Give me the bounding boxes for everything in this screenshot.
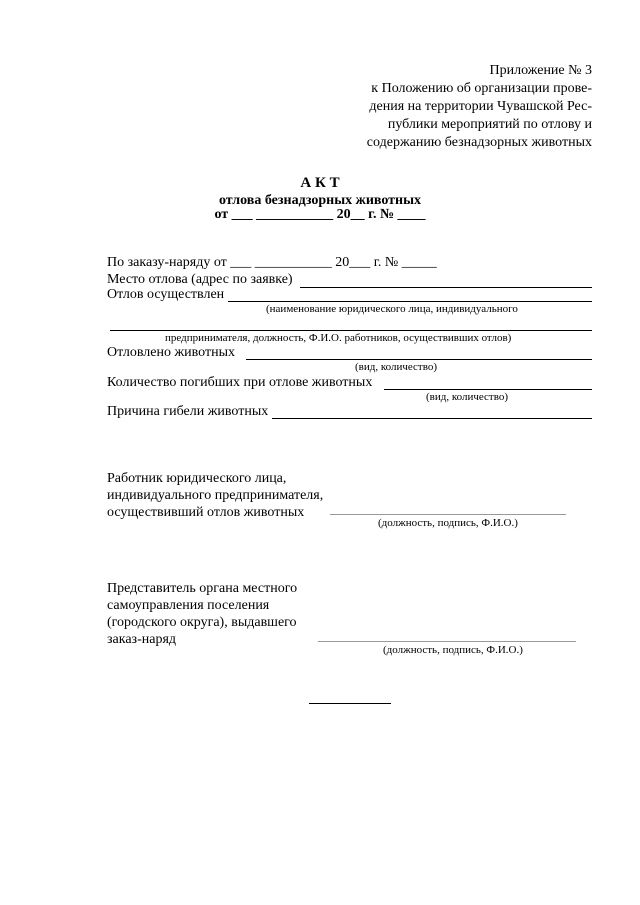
- order-line: По заказу-наряду от ___ ___________ 20___ г. № _____: [107, 255, 437, 270]
- rep-line-4: заказ-наряд: [107, 632, 177, 647]
- worker-line-1: Работник юридического лица,: [107, 471, 287, 486]
- cause-input-line[interactable]: [272, 418, 592, 419]
- appendix-block: [367, 62, 592, 152]
- act-date-line: от ___ ___________ 20__ г. № ____: [214, 207, 426, 222]
- worker-signature-line[interactable]: [330, 514, 566, 515]
- act-subtitle: отлова безнадзорных животных: [218, 193, 422, 208]
- rep-line-3: (городского округа), выдавшего: [107, 615, 297, 630]
- appendix-line-2: к Положению об организации прове-: [371, 81, 592, 96]
- act-title: А К Т: [300, 175, 340, 191]
- rep-line-2: самоуправления поселения: [107, 598, 270, 613]
- caught-hint: (вид, количество): [355, 361, 438, 373]
- catch-input-line-2[interactable]: [110, 330, 592, 331]
- worker-hint: (должность, подпись, Ф.И.О.): [378, 517, 518, 529]
- appendix-line-3: дения на территории Чувашской Рес-: [369, 99, 592, 114]
- appendix-line-1: Приложение № 3: [489, 63, 592, 78]
- catch-input-line-1[interactable]: [228, 301, 592, 302]
- worker-line-3: осуществивший отлов животных: [107, 505, 305, 520]
- dead-label: Количество погибших при отлове животных: [107, 375, 373, 390]
- place-label: Место отлова (адрес по заявке): [107, 272, 293, 287]
- appendix-line-4: публики мероприятий по отлову и: [387, 117, 592, 132]
- rep-line-1: Представитель органа местного: [107, 581, 298, 596]
- rep-signature-line[interactable]: [318, 641, 576, 642]
- caught-label: Отловлено животных: [107, 345, 235, 360]
- appendix-line-5: содержанию безнадзорных животных: [366, 135, 592, 150]
- catch-hint-2: предпринимателя, должность, Ф.И.О. работников, осуществивших отлов): [165, 332, 512, 344]
- worker-block: [107, 470, 323, 521]
- catch-hint-1: (наименование юридического лица, индивидуального: [266, 303, 518, 315]
- catch-label: Отлов осуществлен: [107, 287, 225, 302]
- dead-hint: (вид, количество): [426, 391, 509, 403]
- rep-block: [107, 580, 297, 648]
- place-input-line[interactable]: [300, 287, 592, 288]
- rep-hint: (должность, подпись, Ф.И.О.): [383, 644, 523, 656]
- caught-input-line[interactable]: [246, 359, 592, 360]
- worker-line-2: индивидуального предпринимателя,: [107, 488, 324, 503]
- cause-label: Причина гибели животных: [107, 404, 269, 419]
- dead-input-line[interactable]: [384, 389, 592, 390]
- closing-divider: [309, 703, 391, 704]
